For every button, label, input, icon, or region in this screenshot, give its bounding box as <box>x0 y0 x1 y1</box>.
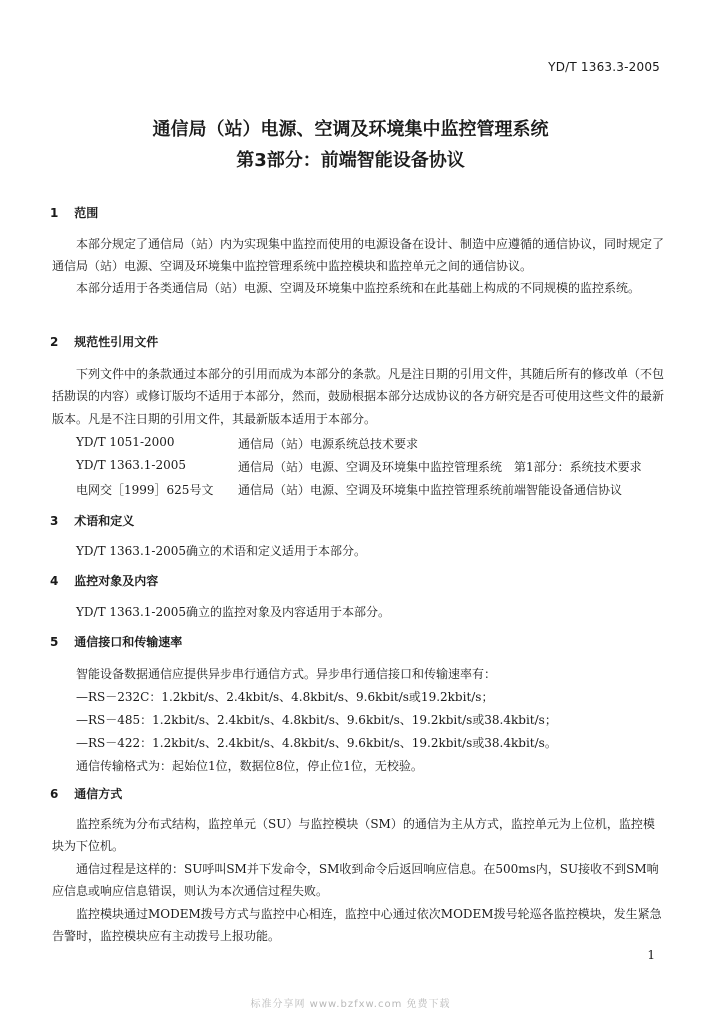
section-heading-1 <box>50 204 98 221</box>
paragraph: 监控模块通过MODEM拨号方式与监控中心相连，监控中心通过依次MODEM拨号轮巡各监控模块，发生紧急告警时，监控模块应有主动拨号上报功能。 <box>52 907 662 944</box>
paragraph: 通信过程是这样的：SU呼叫SM并下发命令，SM收到命令后返回响应信息。在500ms内，SU接收不到SM响应信息或响应信息错误，则认为本次通信过程失败。 <box>52 862 659 899</box>
document-title: 通信局（站）电源、空调及环境集中监控管理系统 <box>152 119 549 140</box>
section-heading-4 <box>50 572 158 589</box>
section-heading-2 <box>50 333 158 350</box>
section-heading-6 <box>50 785 122 802</box>
reference-code: YD/T 1363.1-2005 <box>76 458 186 472</box>
reference-code: 电网交［1999］625号文 <box>76 483 214 497</box>
paragraph: YD/T 1363.1-2005确立的术语和定义适用于本部分。 <box>76 544 366 558</box>
list-item: —RS－422：1.2kbit/s、2.4kbit/s、4.8kbit/s、9.6kbit/s、19.2kbit/s或38.4kbit/s。 <box>76 736 557 750</box>
section-heading-5 <box>50 633 182 650</box>
paragraph: 智能设备数据通信应提供异步串行通信方式。异步串行通信接口和传输速率有： <box>76 667 497 681</box>
section-heading-3 <box>50 512 134 529</box>
paragraph: YD/T 1363.1-2005确立的监控对象及内容适用于本部分。 <box>76 605 390 619</box>
paragraph: 下列文件中的条款通过本部分的引用而成为本部分的条款。凡是注日期的引用文件，其随后所有的修改单（不包括勘误的内容）或修订版均不适用于本部分，然而，鼓励根据本部分达成协议的各方研究是否可使用这些文件的最新版本。凡是不注日期的引用文件，其最新版本适用于本部分。 <box>52 367 665 426</box>
section-title: 规范性引用文件 <box>74 335 159 349</box>
section-title: 范围 <box>74 206 99 220</box>
document-subtitle: 第3部分：前端智能设备协议 <box>236 150 465 171</box>
paragraph: 监控系统为分布式结构，监控单元（SU）与监控模块（SM）的通信为主从方式，监控单元为上位机，监控模块为下位机。 <box>52 817 655 854</box>
list-item: —RS－485：1.2kbit/s、2.4kbit/s、4.8kbit/s、9.6kbit/s、19.2kbit/s或38.4kbit/s； <box>76 713 557 727</box>
section-number: 5 <box>50 635 59 649</box>
list-item: —RS－232C：1.2kbit/s、2.4kbit/s、4.8kbit/s、9.6kbit/s或19.2kbit/s； <box>76 690 494 704</box>
section-number: 4 <box>50 574 59 588</box>
section-title: 通信方式 <box>74 787 123 801</box>
reference-title: 通信局（站）电源、空调及环境集中监控管理系统 第1部分：系统技术要求 <box>238 460 642 474</box>
document-code: YD/T 1363.3-2005 <box>548 60 660 74</box>
paragraph: 本部分规定了通信局（站）内为实现集中监控而使用的电源设备在设计、制造中应遵循的通信协议，同时规定了通信局（站）电源、空调及环境集中监控管理系统中监控模块和监控单元之间的通信协议。 <box>52 237 665 274</box>
section-title: 监控对象及内容 <box>74 574 159 588</box>
paragraph: 本部分适用于各类通信局（站）电源、空调及环境集中监控系统和在此基础上构成的不同规模的监控系统。 <box>76 281 641 295</box>
section-number: 1 <box>50 206 59 220</box>
section-number: 2 <box>50 335 59 349</box>
section-number: 3 <box>50 514 59 528</box>
reference-title: 通信局（站）电源系统总技术要求 <box>238 437 419 451</box>
section-title: 术语和定义 <box>74 514 135 528</box>
section-title: 通信接口和传输速率 <box>74 635 183 649</box>
reference-code: YD/T 1051-2000 <box>76 435 175 449</box>
reference-title: 通信局（站）电源、空调及环境集中监控管理系统前端智能设备通信协议 <box>238 483 623 497</box>
page-number: 1 <box>647 948 655 962</box>
paragraph: 通信传输格式为：起始位1位，数据位8位，停止位1位，无校验。 <box>76 759 423 773</box>
section-number: 6 <box>50 787 59 801</box>
watermark-footer: 标准分享网 www.bzfxw.com 免费下载 <box>250 999 451 1010</box>
